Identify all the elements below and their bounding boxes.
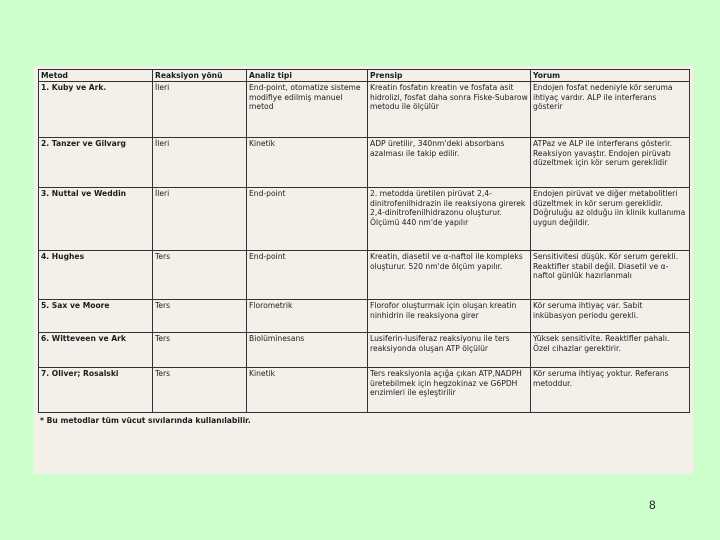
method-cell: 1. Kuby ve Ark. [39,82,153,138]
table-row [39,333,690,368]
table-header-row [39,70,690,82]
direction-cell: Ters [153,251,247,300]
table-row [39,188,690,251]
header-comment: Yorum [531,70,690,82]
analysis-cell: Florometrik [247,300,368,333]
comment-cell: Endojen pirüvat ve diğer metabolitleri düzeltmek in kör serum gereklidir. Doğruluğu az olduğu iin klinik kullanıma uygun değildir. [531,188,690,251]
analysis-cell: End-point [247,188,368,251]
comment-cell: ATPaz ve ALP ile interferans gösterir. Reaksiyon yavaştır. Endojen pirüvatı düzeltmek için kör serum gereklidir [531,138,690,188]
comment-cell: Yüksek sensitivite. Reaktifler pahalı. Özel cihazlar gerektirir. [531,333,690,368]
principle-cell: ADP üretilir, 340nm'deki absorbans azalması ile takip edilir. [368,138,531,188]
scanned-table-image [33,66,693,474]
comment-cell: Kör seruma ihtiyaç yoktur. Referans metoddur. [531,368,690,413]
table-footnote: * Bu metodlar tüm vücut sıvılarında kullanılabilir. [40,416,251,426]
principle-cell: 2. metodda üretilen pirüvat 2,4-dinitrofenilhidrazin ile reaksiyona girerek 2,4-dinitrofenilhidrazonu oluşturur. Ölçümü 440 nm'de yapılır [368,188,531,251]
analysis-cell: Kinetik [247,368,368,413]
comment-cell: Kör seruma ihtiyaç var. Sabit inkübasyon periodu gerekli. [531,300,690,333]
table-row [39,300,690,333]
header-principle: Prensip [368,70,531,82]
header-analysis: Analiz tipi [247,70,368,82]
method-cell: 4. Hughes [39,251,153,300]
table-row [39,368,690,413]
direction-cell: Ters [153,300,247,333]
method-cell: 5. Sax ve Moore [39,300,153,333]
comment-cell: Sensitivitesi düşük. Kör serum gerekli. Reaktifler stabil değil. Diasetil ve α-naftol günlük hazırlanmalı [531,251,690,300]
method-cell: 6. Witteveen ve Ark [39,333,153,368]
direction-cell: İleri [153,138,247,188]
direction-cell: İleri [153,82,247,138]
analysis-cell: End-point, otomatize sisteme modifiye edilmiş manuel metod [247,82,368,138]
comment-cell: Endojen fosfat nedeniyle kör seruma ihtiyaç vardır. ALP ile interferans gösterir [531,82,690,138]
direction-cell: İleri [153,188,247,251]
direction-cell: Ters [153,368,247,413]
principle-cell: Lusiferin-lusiferaz reaksiyonu ile ters reaksiyonda oluşan ATP ölçülür [368,333,531,368]
analysis-cell: Kinetik [247,138,368,188]
header-direction: Reaksiyon yönü [153,70,247,82]
principle-cell: Kreatin, diasetil ve α-naftol ile kompleks oluşturur. 520 nm'de ölçüm yapılır. [368,251,531,300]
ck-methods-table [38,69,690,413]
analysis-cell: Biolüminesans [247,333,368,368]
header-method: Metod [39,70,153,82]
table-row [39,82,690,138]
method-cell: 2. Tanzer ve Gilvarg [39,138,153,188]
principle-cell: Florofor oluşturmak için oluşan kreatin ninhidrin ile reaksiyona girer [368,300,531,333]
principle-cell: Ters reaksiyonla açığa çıkan ATP,NADPH üretebilmek için hegzokinaz ve G6PDH enzimleri ile eşleştirilir [368,368,531,413]
page-number: 8 [649,498,656,512]
principle-cell: Kreatin fosfatın kreatin ve fosfata asit hidrolizi, fosfat daha sonra Fiske-Subarow metodu ile ölçülür [368,82,531,138]
table-row [39,251,690,300]
analysis-cell: End-point [247,251,368,300]
direction-cell: Ters [153,333,247,368]
method-cell: 3. Nuttal ve Weddin [39,188,153,251]
method-cell: 7. Oliver; Rosalski [39,368,153,413]
table-row [39,138,690,188]
